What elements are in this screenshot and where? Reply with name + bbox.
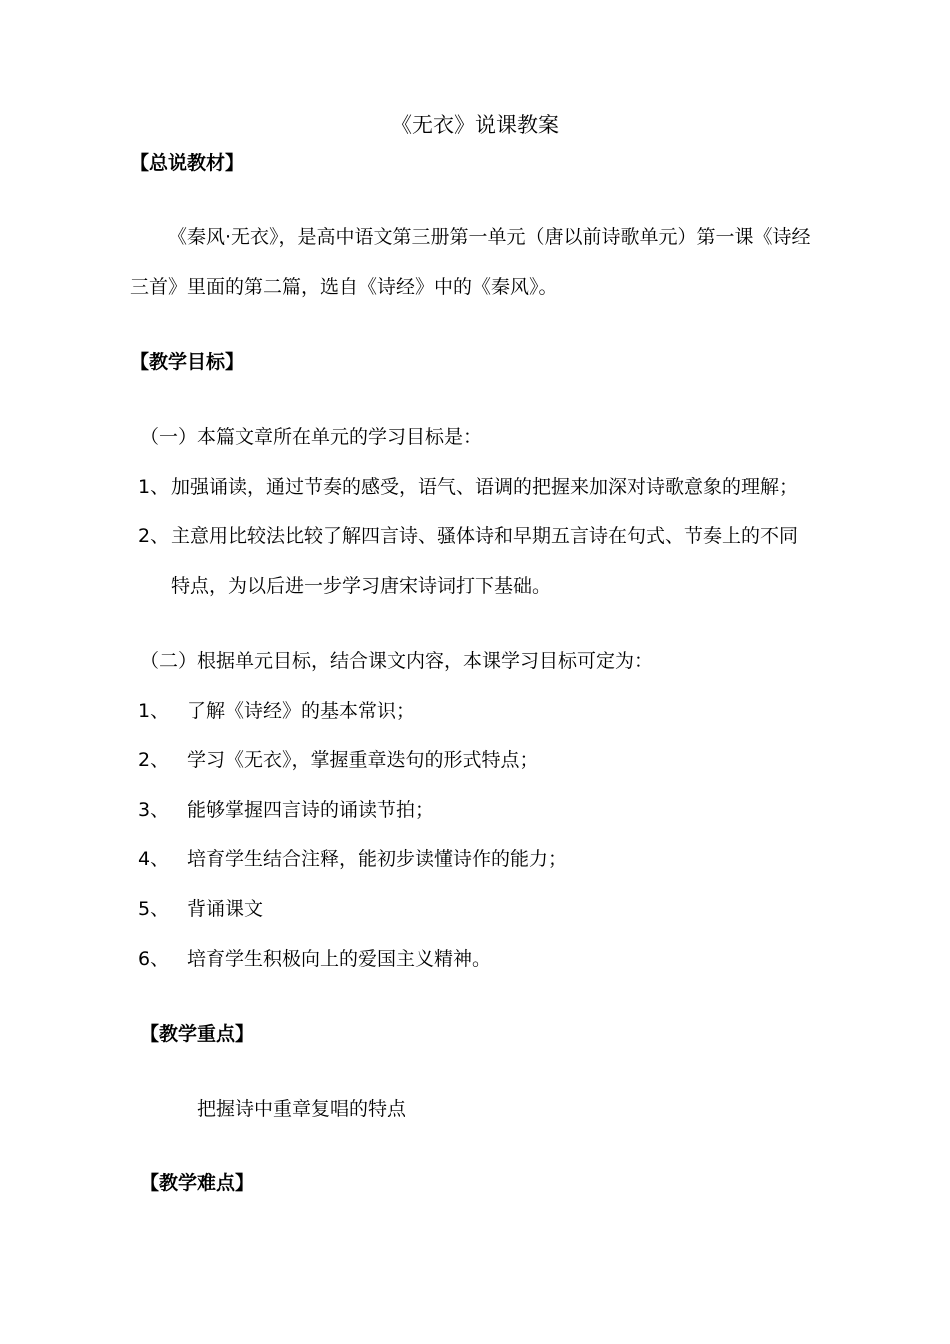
paragraph-line: 《秦风·无衣》，是高中语文第三册第一单元（唐以前诗歌单元）第一课《诗经 xyxy=(168,226,811,248)
list-item-number: 1、 xyxy=(138,700,170,722)
list-item-number: 3、 xyxy=(138,799,170,821)
goals-intro-part2: （二）根据单元目标，结合课文内容，本课学习目标可定为： xyxy=(140,650,654,672)
list-item-text: 能够掌握四言诗的诵读节拍； xyxy=(187,799,435,821)
section-heading-teaching-material: 【总说教材】 xyxy=(130,152,245,174)
section-heading-key-points: 【教学重点】 xyxy=(140,1023,255,1045)
list-item-number: 5、 xyxy=(138,898,170,920)
list-item-number: 4、 xyxy=(138,848,170,870)
paragraph-line: 三首》里面的第二篇，选自《诗经》中的《秦风》。 xyxy=(130,276,558,298)
list-item-text: 背诵课文 xyxy=(187,898,264,920)
section-heading-difficult-points: 【教学难点】 xyxy=(140,1172,255,1194)
list-item-text: 学习《无衣》，掌握重章迭句的形式特点； xyxy=(187,749,539,771)
key-points-text: 把握诗中重章复唱的特点 xyxy=(197,1098,407,1120)
list-item-text: 了解《诗经》的基本常识； xyxy=(187,700,416,722)
section-heading-teaching-goals: 【教学目标】 xyxy=(130,351,245,373)
list-item-text: 加强诵读，通过节奏的感受，语气、语调的把握来加深对诗歌意象的理解； xyxy=(171,476,799,498)
list-item-text: 主意用比较法比较了解四言诗、骚体诗和早期五言诗在句式、节奏上的不同 xyxy=(171,525,799,547)
list-item-text: 培育学生结合注释，能初步读懂诗作的能力； xyxy=(187,848,568,870)
list-item-text: 培育学生积极向上的爱国主义精神。 xyxy=(187,948,492,970)
list-item-number: 6、 xyxy=(138,948,170,970)
list-item-number: 2、 xyxy=(138,525,170,547)
list-item-number: 1、 xyxy=(138,476,170,498)
list-item-number: 2、 xyxy=(138,749,170,771)
page-title: 《无衣》说课教案 xyxy=(391,113,559,137)
goals-intro-part1: （一）本篇文章所在单元的学习目标是： xyxy=(140,426,483,448)
list-item-text-continued: 特点，为以后进一步学习唐宋诗词打下基础。 xyxy=(171,575,552,597)
